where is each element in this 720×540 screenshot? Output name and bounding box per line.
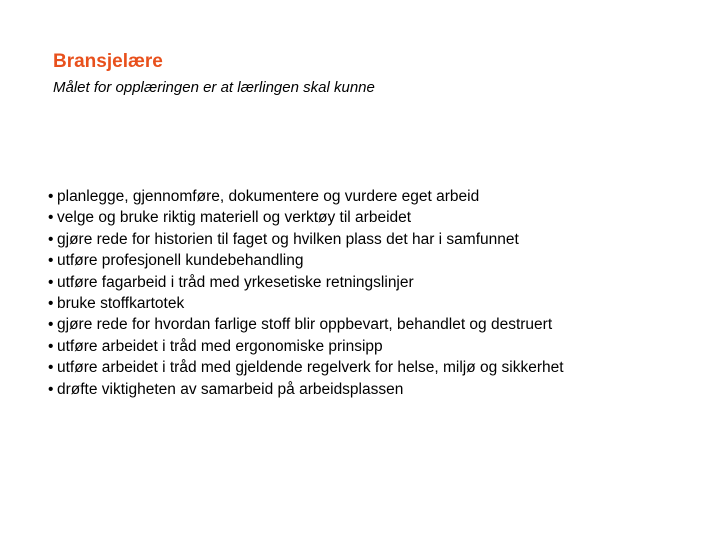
- bullet-icon: •: [48, 380, 54, 398]
- bullet-icon: •: [48, 295, 54, 313]
- slide-title: Bransjelære: [53, 51, 163, 72]
- bullet-item: [48, 357, 564, 378]
- bullet-icon: •: [48, 230, 54, 248]
- bullet-icon: •: [48, 252, 54, 270]
- bullet-text: bruke stoffkartotek: [57, 295, 185, 313]
- slide-subtitle: Målet for opplæringen er at lærlingen skal kunne: [53, 79, 375, 96]
- bullet-icon: •: [48, 359, 54, 377]
- bullet-text: utføre fagarbeid i tråd med yrkesetiske retningslinjer: [57, 273, 414, 291]
- bullet-item: [48, 186, 564, 207]
- bullet-text: utføre arbeidet i tråd med ergonomiske prinsipp: [57, 337, 383, 355]
- bullet-item: [48, 336, 564, 357]
- bullet-item: [48, 293, 564, 314]
- bullet-icon: •: [48, 316, 54, 334]
- bullet-text: gjøre rede for hvordan farlige stoff blir oppbevart, behandlet og destruert: [57, 316, 553, 334]
- bullet-icon: •: [48, 273, 54, 291]
- bullet-text: drøfte viktigheten av samarbeid på arbeidsplassen: [57, 380, 404, 398]
- bullet-icon: •: [48, 188, 54, 205]
- bullet-text: utføre arbeidet i tråd med gjeldende regelverk for helse, miljø og sikkerhet: [57, 359, 564, 377]
- bullet-item: [48, 379, 564, 400]
- bullet-text: planlegge, gjennomføre, dokumentere og vurdere eget arbeid: [57, 188, 480, 205]
- bullet-icon: •: [48, 209, 54, 227]
- bullet-item: [48, 314, 564, 335]
- bullet-text: gjøre rede for historien til faget og hvilken plass det har i samfunnet: [57, 230, 519, 248]
- bullet-item: [48, 272, 564, 293]
- bullet-icon: •: [48, 337, 54, 355]
- bullet-text: velge og bruke riktig materiell og verktøy til arbeidet: [57, 209, 412, 227]
- bullet-item: [48, 229, 564, 250]
- bullet-text: utføre profesjonell kundebehandling: [57, 252, 304, 270]
- bullet-item: [48, 207, 564, 228]
- bullet-list: [48, 186, 564, 400]
- bullet-item: [48, 250, 564, 271]
